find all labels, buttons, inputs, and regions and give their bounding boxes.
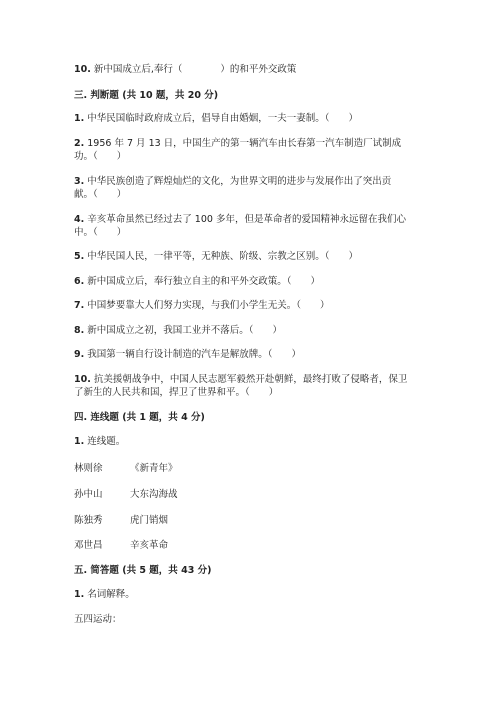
- section-heading-judge: 三. 判断题 (共 10 题，共 20 分): [74, 90, 219, 101]
- question-number: 10.: [74, 64, 91, 75]
- judge-question-10-cont: 了新生的人民共和国，捍卫了世界和平。（ ）: [74, 387, 279, 398]
- question-number: 6.: [74, 276, 85, 287]
- question-text: 连线题。: [87, 436, 126, 447]
- judge-question-4-cont: 中。（ ）: [74, 227, 127, 238]
- section-heading-matching: 四. 连线题 (共 1 题，共 4 分): [74, 412, 205, 423]
- match-right-item: 《新青年》: [130, 463, 178, 474]
- judge-question-6: [74, 274, 434, 289]
- match-left-item: 孙中山: [74, 489, 103, 500]
- judge-question-2-cont: 功。（ ）: [74, 151, 127, 162]
- judge-question-5: [74, 249, 434, 264]
- judge-question-1: [74, 111, 434, 126]
- term-label: 五四运动：: [74, 614, 122, 625]
- match-left-item: 陈独秀: [74, 515, 103, 526]
- short-answer-question-1: [74, 587, 434, 602]
- question-number: 1.: [74, 113, 85, 124]
- question-text: 辛亥革命虽然已经过去了 100 多年，但是革命者的爱国精神永远留在我们心: [87, 214, 406, 225]
- question-number: 1.: [74, 589, 85, 600]
- question-number: 5.: [74, 251, 85, 262]
- section-heading-short-answer: 五. 简答题 (共 5 题，共 43 分): [74, 565, 212, 576]
- match-left-item: 林则徐: [74, 463, 103, 474]
- question-text: 新中国成立后,奉行（ ）的和平外交政策: [93, 64, 297, 75]
- question-text: 中国梦要靠大人们努力实现，与我们小学生无关。（ ）: [87, 300, 330, 311]
- matching-question: [74, 434, 434, 449]
- question-number: 1.: [74, 436, 85, 447]
- judge-question-3-cont: 献。（ ）: [74, 189, 127, 200]
- match-right-item: 虎门销烟: [130, 515, 169, 526]
- question-text: 中华民国人民，一律平等，无种族、阶级、宗教之区别。（ ）: [87, 251, 359, 262]
- judge-question-9: [74, 347, 434, 362]
- question-text: 抗美援朝战争中，中国人民志愿军毅然开赴朝鲜，最终打败了侵略者，保卫: [93, 374, 408, 385]
- match-left-item: 邓世昌: [74, 540, 103, 551]
- question-number: 2.: [74, 138, 85, 149]
- question-text: 我国第一辆自行设计制造的汽车是解放牌。（ ）: [87, 349, 302, 360]
- question-text: 中华民国临时政府成立后，倡导自由婚姻，一夫一妻制。（ ）: [87, 113, 359, 124]
- question-10-fill: [74, 62, 434, 77]
- match-right-item: 大东沟海战: [130, 489, 178, 500]
- question-number: 3.: [74, 176, 85, 187]
- question-text: 中华民族创造了辉煌灿烂的文化，为世界文明的进步与发展作出了突出贡: [87, 176, 392, 187]
- question-number: 10.: [74, 374, 91, 385]
- question-number: 7.: [74, 300, 85, 311]
- match-right-item: 辛亥革命: [130, 540, 169, 551]
- question-number: 8.: [74, 325, 85, 336]
- judge-question-7: [74, 298, 434, 313]
- question-text: 新中国成立后，奉行独立自主的和平外交政策。（ ）: [87, 276, 321, 287]
- question-text: 1956 年 7 月 13 日，中国生产的第一辆汽车由长春第一汽车制造厂试制成: [87, 138, 402, 149]
- question-text: 新中国成立之初，我国工业并不落后。（ ）: [87, 325, 283, 336]
- question-text: 名词解释。: [87, 589, 135, 600]
- question-number: 4.: [74, 214, 85, 225]
- question-number: 9.: [74, 349, 85, 360]
- judge-question-8: [74, 323, 434, 338]
